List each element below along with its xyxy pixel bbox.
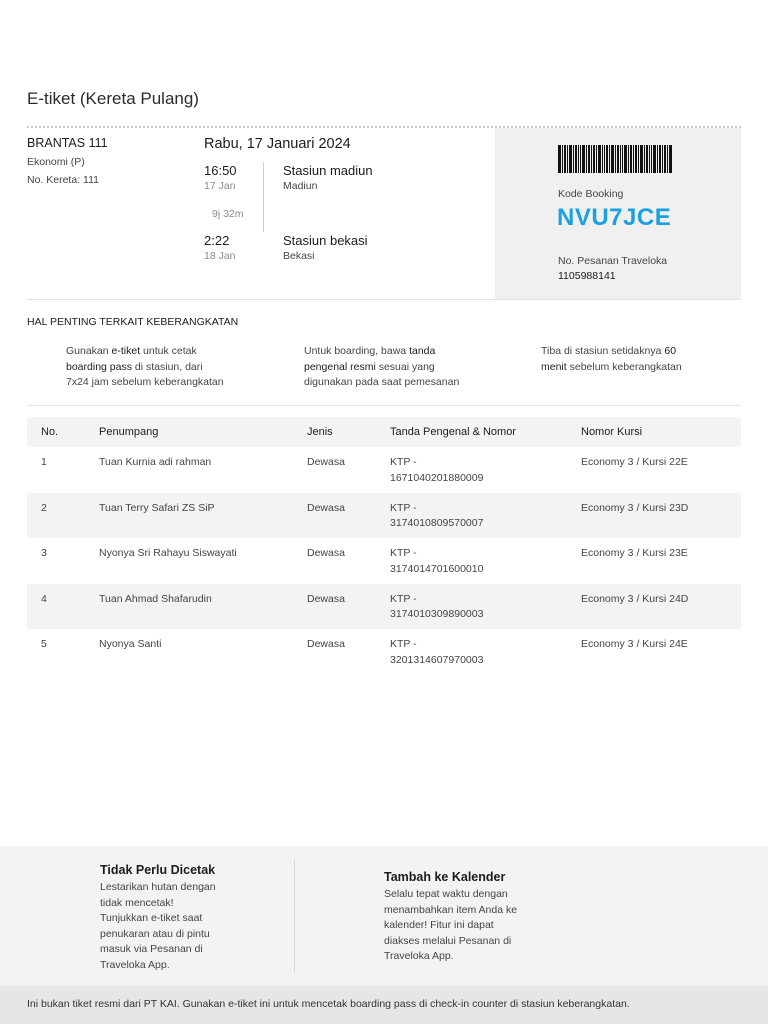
notice-arrival [541,344,682,375]
arrive-time-block [204,233,264,262]
section-divider [27,299,741,300]
no-print-line: penukaran atau di pintu [100,927,210,940]
barcode-icon [558,145,672,173]
section-divider [27,405,741,406]
train-class: Ekonomi (P) [27,156,85,168]
notice-text: Gunakan [66,345,112,357]
booking-panel [495,128,741,299]
notice-section-title: HAL PENTING TERKAIT KEBERANGKATAN [27,316,239,328]
row-id-type: KTP - [390,547,417,559]
footer-divider [294,860,295,972]
row-id-number: 3174010809570007 [390,517,484,529]
row-id [390,501,530,532]
arrive-station-block [283,233,368,262]
notice-text: 7x24 jam sebelum keberangkatan [66,376,224,388]
row-no: 3 [41,547,47,559]
no-print-line: tidak mencetak! [100,896,174,909]
train-info [27,136,187,186]
header-type: Jenis [307,426,333,438]
add-calendar-line: menambahkan item Anda ke [384,903,518,916]
order-number: 1105988141 [558,270,616,282]
arrive-date: 18 Jan [204,250,236,262]
booking-code-label: Kode Booking [558,188,624,200]
journey-duration: 9j 32m [212,208,244,220]
row-no: 2 [41,501,47,514]
notice-emphasis: 60 [664,345,677,357]
row-id-type: KTP - [390,638,417,650]
notice-text: sesuai yang [375,360,435,373]
booking-code: NVU7JCE [557,204,672,231]
row-id-number: 3174014701600010 [390,562,484,575]
row-type: Dewasa [307,547,345,559]
page-title: E-tiket (Kereta Pulang) [27,89,199,108]
row-no: 5 [41,638,47,650]
depart-date: 17 Jan [204,180,236,192]
row-passenger: Nyonya Santi [99,638,162,650]
row-id [390,637,530,668]
train-number: No. Kereta: 111 [27,174,99,186]
row-id [390,455,530,486]
row-type: Dewasa [307,456,345,468]
arrive-station: Stasiun bekasi [283,233,368,248]
row-id-number: 1671040201880009 [390,471,484,484]
no-print-line: Tunjukkan e-tiket saat [100,912,203,924]
notice-emphasis: tanda [409,345,436,357]
row-type: Dewasa [307,592,345,605]
row-seat: Economy 3 / Kursi 24D [581,592,689,605]
depart-city: Madiun [283,180,318,192]
depart-station-block [283,163,373,192]
row-seat: Economy 3 / Kursi 23D [581,501,689,514]
depart-time-block [204,163,264,192]
table-row [27,493,741,539]
notice-emphasis: menit [541,360,567,373]
notice-text: untuk cetak [140,345,197,357]
notice-text: Untuk boarding, bawa [304,345,410,357]
row-id [390,592,530,623]
table-row [27,584,741,630]
notice-id-card [304,344,459,391]
notice-text: sebelum keberangkatan [566,360,682,373]
no-print-line: Traveloka App. [100,958,170,971]
disclaimer-text: Ini bukan tiket resmi dari PT KAI. Gunakan e-tiket ini untuk mencetak boarding pass di check-in counter di stasiun keberangkatan. [27,998,630,1010]
notice-emphasis: boarding pass [66,360,132,373]
row-id-type: KTP - [390,456,417,468]
header-no: No. [41,426,59,438]
table-row [27,538,741,584]
row-passenger: Tuan Ahmad Shafarudin [99,592,212,605]
row-passenger: Nyonya Sri Rahayu Siswayati [99,547,237,559]
arrive-time: 2:22 [204,233,230,248]
row-type: Dewasa [307,638,345,650]
table-row [27,447,741,493]
journey-timeline [263,162,264,232]
no-print-text [100,880,216,973]
notice-eticket [66,344,224,391]
row-id-type: KTP - [390,592,417,605]
row-no: 4 [41,592,47,605]
add-calendar-line: Selalu tepat waktu dengan [384,888,508,900]
order-number-label: No. Pesanan Traveloka [558,255,668,267]
row-id-number: 3201314607970003 [390,653,484,666]
depart-station: Stasiun madiun [283,163,373,178]
row-no: 1 [41,456,47,468]
passenger-table [27,417,741,675]
row-passenger: Tuan Kurnia adi rahman [99,456,212,468]
row-seat: Economy 3 / Kursi 22E [581,456,688,468]
notice-emphasis: e-tiket [111,345,141,357]
notice-text: digunakan pada saat pemesanan [304,376,460,388]
header-passenger: Penumpang [99,426,159,438]
row-seat: Economy 3 / Kursi 24E [581,638,688,650]
table-row [27,629,741,675]
add-calendar-text [384,887,517,965]
disclaimer-bar [0,986,768,1024]
row-id [390,546,530,577]
row-passenger: Tuan Terry Safari ZS SiP [99,501,215,514]
no-print-line: Lestarikan hutan dengan [100,881,216,893]
notice-emphasis: pengenal resmi [304,360,376,373]
journey-date: Rabu, 17 Januari 2024 [204,136,351,152]
notice-text: Tiba di stasiun setidaknya [541,345,665,357]
add-calendar-line: diakses melalui Pesanan di [384,934,512,947]
arrive-city: Bekasi [283,250,315,262]
add-calendar-line: kalender! Fitur ini dapat [384,919,494,931]
row-seat: Economy 3 / Kursi 23E [581,547,688,559]
depart-time: 16:50 [204,163,237,178]
no-print-title: Tidak Perlu Dicetak [100,863,216,877]
header-id: Tanda Pengenal & Nomor [390,426,516,438]
notice-text: di stasiun, dari [131,360,203,373]
header-seat: Nomor Kursi [581,426,643,438]
add-calendar-line: Traveloka App. [384,950,454,962]
train-name: BRANTAS 111 [27,136,108,150]
row-id-type: KTP - [390,501,417,514]
table-header [27,417,741,447]
row-type: Dewasa [307,501,345,514]
footer-info-box [0,846,768,986]
row-id-number: 3174010309890003 [390,608,484,620]
no-print-line: masuk via Pesanan di [100,943,203,955]
add-calendar-title[interactable]: Tambah ke Kalender [384,870,506,884]
